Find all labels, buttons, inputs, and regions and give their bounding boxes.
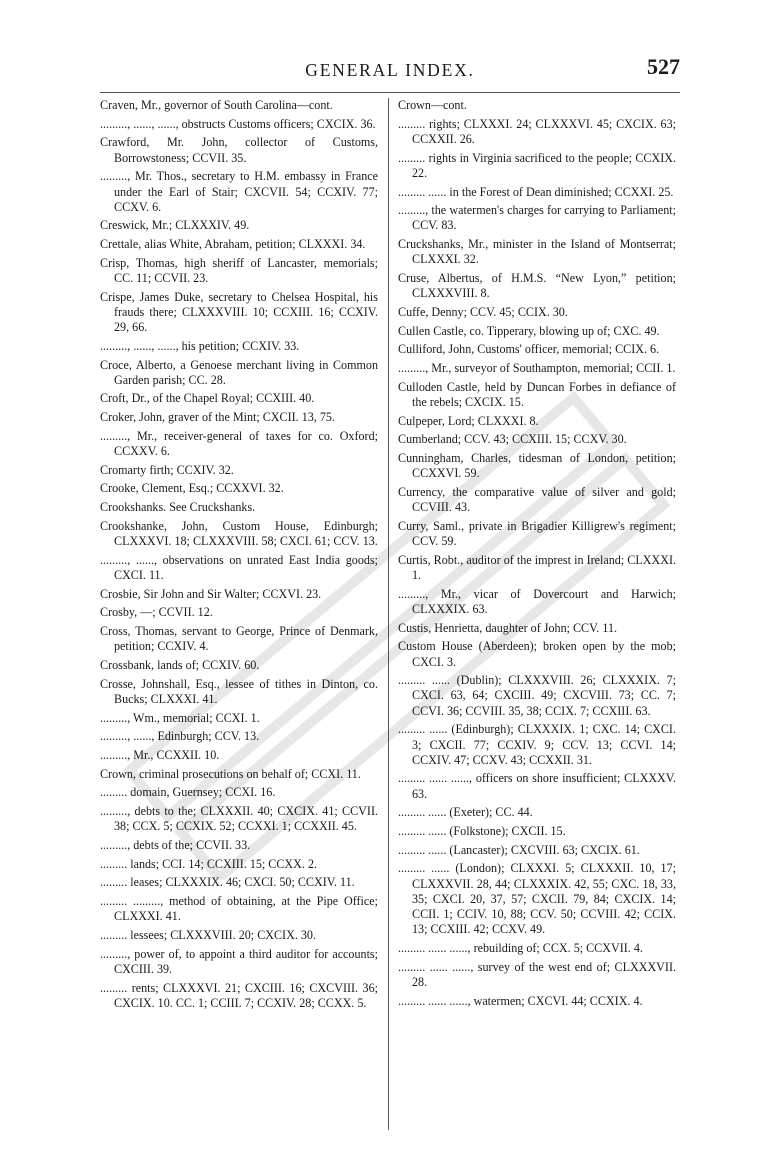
index-entry: Cruckshanks, Mr., minister in the Island of Montserrat; CLXXXI. 32.: [398, 237, 676, 267]
index-entry: ........., Wm., memorial; CCXI. 1.: [100, 710, 260, 725]
index-entry: ........., Mr., surveyor of Southampton, memorial; CCII. 1.: [398, 361, 676, 376]
index-entry: Crettale, alias White, Abraham, petition; CLXXXI. 34.: [100, 237, 366, 252]
index-entry: Custis, Henrietta, daughter of John; CCV. 11.: [398, 620, 618, 635]
index-entry: Crown, criminal prosecutions on behalf of; CCXI. 11.: [100, 766, 361, 781]
index-entry: ......... ...... (Lancaster); CXCVIII. 63; CXCIX. 61.: [398, 842, 640, 857]
index-entry: Curtis, Robt., auditor of the imprest in Ireland; CLXXXI. 1.: [398, 552, 676, 582]
index-entry: Crosse, Johnshall, Esq., lessee of tithes in Dinton, co. Bucks; CLXXXI. 41.: [100, 676, 378, 706]
index-entry: ......... ...... in the Forest of Dean diminished; CCXXI. 25.: [398, 184, 674, 199]
index-entry: Crawford, Mr. John, collector of Customs, Borrowstoness; CCVII. 35.: [100, 135, 378, 165]
index-entry: Crossbank, lands of; CCXIV. 60.: [100, 658, 260, 672]
index-entry: ........., ......, ......, obstructs Customs officers; CXCIX. 36.: [100, 116, 376, 131]
index-entry: ......... lands; CCI. 14; CCXIII. 15; CCXX. 2.: [100, 856, 318, 871]
index-entry: ........., Mr., receiver-general of taxes for co. Oxford; CCXXV. 6.: [100, 428, 378, 459]
index-entry: Crispe, James Duke, secretary to Chelsea Hospital, his frauds there; CLXXXVIII. 10; CCXIII. 16; CCXIV. 29, 66.: [100, 289, 378, 335]
index-entry: Crookshanks. See Cruckshanks.: [100, 500, 256, 515]
index-entry: Croft, Dr., of the Chapel Royal; CCXIII. 40.: [100, 391, 315, 406]
right-column: [398, 98, 676, 1012]
index-entry: Cuffe, Denny; CCV. 45; CCIX. 30.: [398, 304, 568, 319]
index-entry: Croker, John, graver of the Mint; CXCII. 13, 75.: [100, 410, 335, 425]
index-entry: Croce, Alberto, a Genoese merchant living in Common Garden parish; CC. 28.: [100, 357, 378, 387]
index-entry: Craven, Mr., governor of South Carolina—cont.: [100, 98, 333, 112]
index-entry: ......... ........., method of obtaining, at the Pipe Office; CLXXXI. 41.: [100, 894, 378, 924]
index-entry: Crookshanke, John, Custom House, Edinburgh; CLXXXVI. 18; CLXXXVIII. 58; CXCI. 61; CCV. 13.: [100, 518, 378, 549]
index-entry: ......... rights in Virginia sacrificed to the people; CCXIX. 22.: [398, 150, 676, 180]
index-entry: Crosby, —; CCVII. 12.: [100, 605, 213, 620]
index-entry: ........., Mr. Thos., secretary to H.M. embassy in France under the Earl of Stair; CXCVII. 54; CCXIV. 77; CCXV. 6.: [100, 169, 378, 214]
index-entry: ......... ...... (Exeter); CC. 44.: [398, 805, 533, 820]
index-entry: Custom House (Aberdeen); broken open by the mob; CXCI. 3.: [398, 639, 676, 669]
index-entry: ........., ......, ......, his petition; CCXIV. 33.: [100, 338, 300, 353]
index-entry: Culliford, John, Customs' officer, memorial; CCIX. 6.: [398, 342, 660, 357]
index-entry: Cunningham, Charles, tidesman of London, petition; CCXXVI. 59.: [398, 451, 676, 481]
index-entry: ......... ...... ......, watermen; CXCVI. 44; CCXIX. 4.: [398, 993, 643, 1008]
index-entry: ......... leases; CLXXXIX. 46; CXCI. 50; CCXIV. 11.: [100, 875, 355, 890]
index-entry: Crisp, Thomas, high sheriff of Lancaster, memorials; CC. 11; CCVII. 23.: [100, 255, 378, 286]
index-entry: ......... ...... (Folkstone); CXCII. 15.: [398, 824, 566, 839]
index-entry: Cumberland; CCV. 43; CCXIII. 15; CCXV. 30.: [398, 432, 627, 447]
index-entry: Cross, Thomas, servant to George, Prince of Denmark, petition; CCXIV. 4.: [100, 624, 378, 654]
index-entry: ......... lessees; CLXXXVIII. 20; CXCIX. 30.: [100, 928, 316, 943]
index-entry: Curry, Saml., private in Brigadier Killigrew's regiment; CCV. 59.: [398, 518, 676, 549]
index-entry: ......... ...... (Dublin); CLXXXVIII. 26; CLXXXIX. 7; CXCI. 63, 64; CXCIII. 49; CXCVIII. 73; CC. 7; CCVI. 36; CCVIII. 35, 38; CCIX. 7; CCXIII. 63.: [398, 673, 676, 718]
index-entry: Cruse, Albertus, of H.M.S. “New Lyon,” petition; CLXXXVIII. 8.: [398, 271, 676, 301]
index-entry: Culpeper, Lord; CLXXXI. 8.: [398, 413, 539, 428]
page-number: 527: [647, 54, 680, 79]
index-entry: ......... domain, Guernsey; CCXI. 16.: [100, 785, 276, 800]
page-header: [100, 52, 680, 88]
running-title: GENERAL INDEX.: [305, 60, 475, 80]
index-entry: ........., debts of the; CCVII. 33.: [100, 838, 251, 853]
index-entry: Cromarty firth; CCXIV. 32.: [100, 462, 234, 477]
index-entry: ........., ......, Edinburgh; CCV. 13.: [100, 729, 260, 744]
index-entry: ......... rights; CLXXXI. 24; CLXXXVI. 45; CXCIX. 63; CCXXII. 26.: [398, 116, 676, 146]
index-entry: ......... ...... (Edinburgh); CLXXXIX. 1; CXC. 14; CXCI. 3; CXCII. 77; CCXIV. 9; CCV. 13; CCVI. 14; CCXIV. 47; CCXV. 43; CCXXII. 31.: [398, 722, 676, 767]
index-entry: ........., Mr., CCXXII. 10.: [100, 748, 220, 763]
index-entry: ........., Mr., vicar of Dovercourt and Harwich; CLXXXIX. 63.: [398, 586, 676, 616]
index-entry: ........., debts to the; CLXXXII. 40; CXCIX. 41; CCVII. 38; CCX. 5; CCXIX. 52; CCXXI. 1; CCXXII. 45.: [100, 804, 378, 834]
column-divider: [388, 98, 389, 1130]
index-entry: ........., ......, observations on unrated East India goods; CXCI. 11.: [100, 552, 378, 582]
index-entry: ......... ...... ......, rebuilding of; CCX. 5; CCXVII. 4.: [398, 940, 643, 955]
index-entry: ........., power of, to appoint a third auditor for accounts; CXCIII. 39.: [100, 946, 378, 976]
header-rule: [100, 92, 680, 93]
index-entry: ........., the watermen's charges for carrying to Parliament; CCV. 83.: [398, 203, 676, 233]
index-entry: Culloden Castle, held by Duncan Forbes in defiance of the rebels; CXCIX. 15.: [398, 379, 676, 409]
left-column: [100, 98, 378, 1015]
index-entry: ......... rents; CLXXXVI. 21; CXCIII. 16; CXCVIII. 36; CXCIX. 10. CC. 1; CCIII. 7; CCXIV. 28; CCXX. 5.: [100, 980, 378, 1010]
index-entry: Crooke, Clement, Esq.; CCXXVI. 32.: [100, 481, 284, 496]
index-entry: Cullen Castle, co. Tipperary, blowing up of; CXC. 49.: [398, 323, 660, 338]
index-entry: Crosbie, Sir John and Sir Walter; CCXVI. 23.: [100, 586, 322, 601]
index-entry: Creswick, Mr.; CLXXXIV. 49.: [100, 218, 250, 233]
index-entry: ......... ...... ......, officers on shore insufficient; CLXXXV. 63.: [398, 771, 676, 801]
index-entry: Currency, the comparative value of silver and gold; CCVIII. 43.: [398, 484, 676, 515]
index-entry: Crown—cont.: [398, 98, 467, 112]
index-entry: ......... ...... (London); CLXXXI. 5; CLXXXII. 10, 17; CLXXXVII. 28, 44; CLXXXIX. 42, 55; CXC. 18, 33, 35; CXCI. 20, 37, 57; CXCII. 79, 84; CXCIX. 14; CCII. 1; CCIV. 10, 88; CCV. 50; CCVIII. 42; CCIX. 13; CCXIII. 42; CCXV. 49.: [398, 861, 676, 937]
index-entry: ......... ...... ......, survey of the west end of; CLXXXVII. 28.: [398, 959, 676, 989]
